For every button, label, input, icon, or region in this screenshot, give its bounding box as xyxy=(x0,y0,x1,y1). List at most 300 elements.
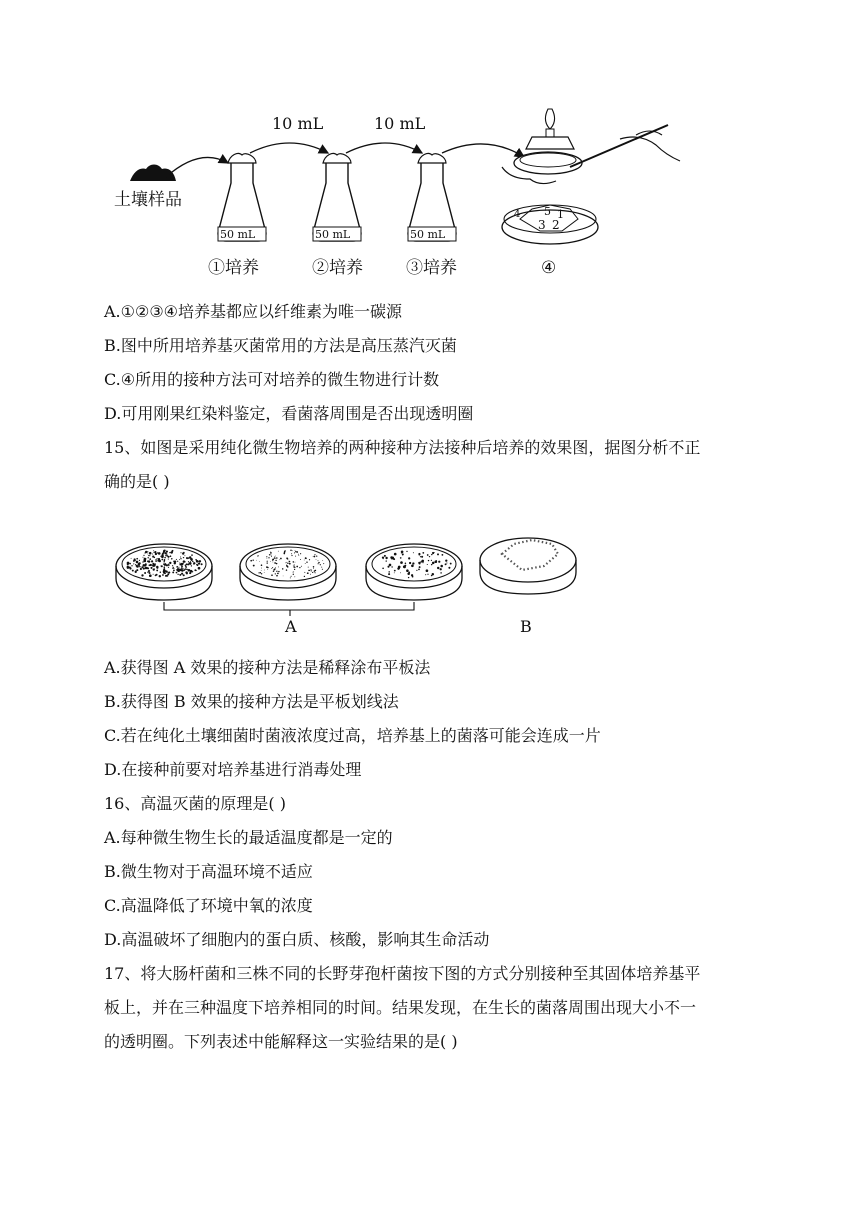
colony-dot xyxy=(294,576,295,577)
colony-dot xyxy=(133,563,134,564)
colony-dot xyxy=(267,558,268,559)
colony-dot xyxy=(133,560,135,562)
colony-dot xyxy=(145,560,146,561)
colony-dot xyxy=(143,557,144,558)
arrow-flask2-to-flask3 xyxy=(346,143,422,153)
colony-dot xyxy=(386,560,387,561)
colony-dot xyxy=(389,564,392,567)
colony-dot xyxy=(271,568,272,569)
colony-dot xyxy=(270,561,271,562)
colony-dot xyxy=(412,562,414,564)
colony-dot xyxy=(387,566,389,568)
colony-dot xyxy=(149,558,151,560)
colony-dot xyxy=(276,575,278,577)
alcohol-lamp-icon xyxy=(526,109,574,149)
colony-dot xyxy=(267,561,268,562)
colony-dot xyxy=(253,560,254,561)
colony-dot xyxy=(136,569,138,571)
colony-dot xyxy=(171,558,173,560)
colony-dot xyxy=(257,555,258,556)
colony-dot xyxy=(261,570,262,571)
colony-dot xyxy=(129,567,130,568)
colony-dot xyxy=(431,554,432,555)
colony-dot xyxy=(322,560,323,561)
colony-dot xyxy=(261,568,262,569)
colony-dot xyxy=(196,560,199,563)
colony-dot xyxy=(179,568,181,570)
q15-stem-line2: 确的是( ) xyxy=(104,472,170,491)
colony-dot xyxy=(160,556,161,557)
svg-text:3: 3 xyxy=(538,218,546,232)
colony-dot xyxy=(156,569,158,571)
colony-dot xyxy=(138,562,140,564)
colony-dot xyxy=(168,572,169,573)
colony-dot xyxy=(153,552,154,553)
colony-dot xyxy=(311,570,312,571)
svg-text:1: 1 xyxy=(557,208,564,221)
colony-dot xyxy=(427,554,429,556)
colony-dot xyxy=(300,559,301,560)
svg-text:2: 2 xyxy=(552,218,560,232)
colony-dot xyxy=(293,571,294,572)
colony-dot xyxy=(177,574,178,575)
colony-dot xyxy=(132,570,134,572)
colony-dot xyxy=(155,559,156,560)
colony-dot xyxy=(426,569,429,572)
colony-dot xyxy=(388,573,390,575)
colony-dot xyxy=(275,567,276,568)
colony-dot xyxy=(309,559,310,560)
q16-stem: 16、高温灭菌的原理是( ) xyxy=(104,794,286,813)
colony-dot xyxy=(169,552,170,553)
colony-dot xyxy=(267,567,269,569)
q15-option-b: B.获得图 B 效果的接种方法是平板划线法 xyxy=(104,692,399,711)
colony-dot xyxy=(279,559,280,560)
colony-dot xyxy=(271,551,272,552)
colony-dot xyxy=(153,574,154,575)
colony-dot xyxy=(315,570,316,571)
q16-option-a: A.每种微生物生长的最适温度都是一定的 xyxy=(104,828,393,847)
colony-dot xyxy=(400,572,401,573)
colony-dot xyxy=(291,553,292,554)
transfer-volume-2: 10 mL xyxy=(374,114,426,133)
inoculation-results-figure xyxy=(112,520,592,636)
colony-dot xyxy=(153,568,155,570)
colony-dot xyxy=(425,574,426,575)
colony-dot xyxy=(272,559,274,561)
colony-dot xyxy=(198,562,200,564)
colony-dot xyxy=(290,577,291,578)
colony-dot xyxy=(197,565,198,566)
colony-dot xyxy=(446,562,447,563)
colony-dot xyxy=(156,558,157,559)
colony-dot xyxy=(286,569,287,570)
colony-dot xyxy=(149,552,152,555)
colony-dot xyxy=(147,551,148,552)
colony-dot xyxy=(305,563,306,564)
colony-dot xyxy=(164,557,166,559)
colony-dot xyxy=(289,563,291,565)
colony-dot xyxy=(276,563,277,564)
colony-dot xyxy=(166,554,167,555)
colony-dot xyxy=(140,568,142,570)
colony-dot xyxy=(150,567,152,569)
flask-1-volume: 50 mL xyxy=(220,228,256,241)
colony-dot xyxy=(256,560,257,561)
colony-dot xyxy=(288,559,289,560)
colony-dot xyxy=(394,570,396,572)
colony-dot xyxy=(144,564,145,565)
svg-text:5: 5 xyxy=(544,205,551,218)
colony-dot xyxy=(167,556,169,558)
colony-dot xyxy=(131,558,132,559)
colony-dot xyxy=(323,563,324,564)
colony-dot xyxy=(264,570,265,571)
arrow-flask1-to-flask2 xyxy=(250,143,328,153)
colony-dot xyxy=(180,552,181,553)
colony-dot xyxy=(173,570,175,572)
colony-dot xyxy=(271,556,272,557)
colony-dot xyxy=(321,567,322,568)
colony-dot xyxy=(186,569,187,570)
colony-dot xyxy=(148,560,150,562)
flask-1 xyxy=(218,153,266,241)
colony-dot xyxy=(184,555,185,556)
plate-a2 xyxy=(240,544,336,600)
colony-dot xyxy=(163,561,165,563)
q17-stem-line2: 板上，并在三种温度下培养相同的时间。结果发现，在生长的菌落周围出现大小不一 xyxy=(104,998,697,1017)
colony-dot xyxy=(318,562,319,563)
colony-dot xyxy=(186,557,188,559)
colony-dot xyxy=(160,566,161,567)
colony-dot xyxy=(176,569,178,571)
colony-dot xyxy=(289,561,290,562)
colony-dot xyxy=(154,564,155,565)
figure-label-b: B xyxy=(520,617,532,636)
colony-dot xyxy=(151,560,153,562)
colony-dot xyxy=(286,565,287,566)
flask-2-volume: 50 mL xyxy=(315,228,351,241)
colony-dot xyxy=(145,567,147,569)
colony-dot xyxy=(401,551,404,554)
colony-dot xyxy=(274,568,275,569)
colony-dot xyxy=(406,551,407,552)
colony-dot xyxy=(179,574,181,576)
colony-dot xyxy=(301,566,302,567)
colony-dot xyxy=(260,572,261,573)
colony-dot xyxy=(164,566,166,568)
colony-dot xyxy=(163,571,166,574)
colony-dot xyxy=(313,566,315,568)
colony-dot xyxy=(291,576,292,577)
colony-dot xyxy=(437,567,439,569)
q14-option-b: B.图中所用培养基灭菌常用的方法是高压蒸汽灭菌 xyxy=(104,336,457,355)
colony-dot xyxy=(147,567,149,569)
culture-process-figure xyxy=(100,105,700,283)
colony-dot xyxy=(143,561,144,562)
colony-dot xyxy=(294,564,295,565)
colony-dot xyxy=(180,556,181,557)
colony-dot xyxy=(445,563,447,565)
colony-dot xyxy=(165,575,167,577)
colony-dot xyxy=(293,561,294,562)
colony-dot xyxy=(185,568,187,570)
colony-dot xyxy=(168,567,169,568)
colony-dot xyxy=(382,567,384,569)
colony-dot xyxy=(308,570,310,572)
flask-3 xyxy=(408,153,456,241)
colony-dot xyxy=(292,550,293,551)
colony-dot xyxy=(445,559,447,561)
colony-dot xyxy=(138,565,140,567)
colony-dot xyxy=(413,552,414,553)
colony-dot xyxy=(275,560,276,561)
colony-dot xyxy=(162,574,163,575)
colony-dot xyxy=(127,565,129,567)
streak-plate-4 xyxy=(502,205,598,244)
q17-stem-line1: 17、将大肠杆菌和三株不同的长野芽孢杆菌按下图的方式分别接种至其固体培养基平 xyxy=(104,964,701,983)
colony-dot xyxy=(172,550,173,551)
colony-dot xyxy=(382,556,384,558)
colony-dot xyxy=(269,554,270,555)
colony-dot xyxy=(304,576,305,577)
flask-3-volume: 50 mL xyxy=(410,228,446,241)
colony-dot xyxy=(160,571,161,572)
colony-dot xyxy=(168,559,169,560)
q15-option-a: A.获得图 A 效果的接种方法是稀释涂布平板法 xyxy=(104,658,431,677)
colony-dot xyxy=(158,552,161,555)
colony-dot xyxy=(291,555,292,556)
q16-option-b: B.微生物对于高温环境不适应 xyxy=(104,862,313,881)
colony-dot xyxy=(416,570,417,571)
colony-dot xyxy=(250,560,252,562)
colony-dot xyxy=(149,574,152,577)
colony-dot xyxy=(181,564,182,565)
colony-dot xyxy=(271,574,273,576)
colony-dot xyxy=(322,569,323,570)
q14-option-a: A.①②③④培养基都应以纤维素为唯一碳源 xyxy=(104,302,403,321)
colony-dot xyxy=(183,560,185,562)
group-a-bracket xyxy=(164,602,414,616)
colony-dot xyxy=(136,558,138,560)
colony-dot xyxy=(182,552,184,554)
colony-dot xyxy=(195,570,196,571)
colony-dot xyxy=(267,562,268,563)
colony-dot xyxy=(306,561,307,562)
colony-dot xyxy=(165,563,166,564)
colony-dot xyxy=(165,555,166,556)
colony-dot xyxy=(170,551,172,553)
colony-dot xyxy=(181,567,183,569)
colony-dot xyxy=(450,563,452,565)
colony-dot xyxy=(295,551,296,552)
colony-dot xyxy=(166,564,168,566)
transfer-volume-1: 10 mL xyxy=(272,114,324,133)
q15-stem-line1: 15、如图是采用纯化微生物培养的两种接种方法接种后培养的效果图，据图分析不正 xyxy=(104,438,701,457)
colony-dot xyxy=(149,555,150,556)
colony-dot xyxy=(448,567,450,569)
colony-dot xyxy=(388,571,390,573)
colony-dot xyxy=(300,553,301,554)
colony-dot xyxy=(310,574,311,575)
colony-dot xyxy=(176,566,178,568)
colony-dot xyxy=(404,565,406,567)
colony-dot xyxy=(163,563,165,565)
colony-dot xyxy=(320,564,321,565)
colony-dot xyxy=(169,562,171,564)
colony-dot xyxy=(194,563,195,564)
colony-dot xyxy=(419,566,421,568)
colony-dot xyxy=(391,566,392,567)
colony-dot xyxy=(405,562,407,564)
colony-dot xyxy=(180,558,181,559)
colony-dot xyxy=(152,555,154,557)
colony-dot xyxy=(283,576,284,577)
colony-dot xyxy=(427,564,428,565)
colony-dot xyxy=(441,554,443,556)
colony-dot xyxy=(418,569,420,571)
colony-dot xyxy=(136,565,138,567)
colony-dot xyxy=(313,556,314,557)
colony-dot xyxy=(253,565,255,567)
colony-dot xyxy=(409,562,411,564)
flask-2 xyxy=(313,153,361,241)
colony-dot xyxy=(183,568,184,569)
colony-dot xyxy=(190,558,193,561)
q15-option-c: C.若在纯化土壤细菌时菌液浓度过高，培养基上的菌落可能会连成一片 xyxy=(104,726,601,745)
colony-dot xyxy=(411,564,414,567)
colony-dot xyxy=(143,567,145,569)
colony-dot xyxy=(293,565,294,566)
colony-dot xyxy=(264,572,265,573)
colony-dot xyxy=(418,553,420,555)
colony-dot xyxy=(278,571,279,572)
arrow-flask3-to-plate xyxy=(442,144,524,157)
colony-dot xyxy=(385,557,387,559)
colony-dot xyxy=(294,552,295,553)
colony-dot xyxy=(190,561,191,562)
colony-dot xyxy=(141,574,143,576)
colony-dot xyxy=(186,563,188,565)
colony-dot xyxy=(272,567,273,568)
colony-dot xyxy=(176,559,177,560)
colony-dot xyxy=(153,550,154,551)
colony-dot xyxy=(318,560,319,561)
colony-dot xyxy=(152,554,153,555)
colony-dot xyxy=(434,560,437,563)
colony-dot xyxy=(440,568,442,570)
colony-dot xyxy=(304,560,305,561)
colony-dot xyxy=(173,567,174,568)
colony-dot xyxy=(280,558,282,560)
colony-dot xyxy=(287,558,288,559)
colony-dot xyxy=(163,569,165,571)
colony-dot xyxy=(431,560,432,561)
colony-dot xyxy=(149,564,151,566)
colony-dot xyxy=(168,564,169,565)
colony-dot xyxy=(432,552,434,554)
colony-dot xyxy=(178,567,179,568)
colony-dot xyxy=(432,562,435,565)
colony-dot xyxy=(144,572,146,574)
colony-dot xyxy=(143,555,144,556)
colony-dot xyxy=(258,572,259,573)
colony-dot xyxy=(162,553,164,555)
colony-dot xyxy=(192,571,193,572)
q14-option-c: C.④所用的接种方法可对培养的微生物进行计数 xyxy=(104,370,440,389)
colony-dot xyxy=(431,564,432,565)
colony-dot xyxy=(316,559,317,560)
colony-dot xyxy=(176,572,178,574)
colony-dot xyxy=(179,559,180,560)
colony-dot xyxy=(298,554,299,555)
colony-dot xyxy=(304,572,305,573)
colony-dot xyxy=(259,561,260,562)
colony-dot xyxy=(406,569,409,572)
colony-dot xyxy=(394,553,397,556)
colony-dot xyxy=(268,557,269,558)
colony-dot xyxy=(143,562,144,563)
colony-dot xyxy=(408,577,409,578)
colony-dot xyxy=(295,550,296,551)
colony-dot xyxy=(165,570,167,572)
colony-dot xyxy=(266,556,267,557)
colony-dot xyxy=(179,563,180,564)
colony-dot xyxy=(400,557,402,559)
colony-dot xyxy=(277,573,279,575)
colony-dot xyxy=(131,565,132,566)
colony-dot xyxy=(305,558,306,559)
colony-dot xyxy=(274,562,276,564)
colony-dot xyxy=(191,565,192,566)
colony-dot xyxy=(314,554,315,555)
colony-dot xyxy=(408,572,410,574)
colony-dot xyxy=(295,567,296,568)
colony-dot xyxy=(393,558,395,560)
colony-dot xyxy=(308,573,309,574)
colony-dot xyxy=(172,565,173,566)
colony-dot xyxy=(313,568,314,569)
colony-dot xyxy=(398,567,400,569)
colony-dot xyxy=(296,566,298,568)
colony-dot xyxy=(135,570,137,572)
q16-option-c: C.高温降低了环境中氧的浓度 xyxy=(104,896,313,915)
colony-dot xyxy=(295,562,296,563)
colony-dot xyxy=(147,557,148,558)
colony-dot xyxy=(307,572,309,574)
colony-dot xyxy=(437,553,439,555)
colony-dot xyxy=(402,554,403,555)
colony-dot xyxy=(191,554,193,556)
colony-dot xyxy=(164,559,165,560)
colony-dot xyxy=(310,569,311,570)
colony-dot xyxy=(290,549,292,551)
culture-label-2: ②培养 xyxy=(312,258,363,278)
colony-dot xyxy=(287,563,288,564)
colony-dot xyxy=(273,562,274,563)
colony-dot xyxy=(276,557,278,559)
colony-dot xyxy=(177,561,178,562)
colony-dot xyxy=(412,576,414,578)
arrow-soil-to-flask1 xyxy=(166,157,228,177)
colony-dot xyxy=(308,567,309,568)
colony-dot xyxy=(154,551,156,553)
plate-a3 xyxy=(366,544,462,600)
colony-dot xyxy=(174,568,175,569)
q14-option-d: D.可用刚果红染料鉴定，看菌落周围是否出现透明圈 xyxy=(104,404,474,423)
colony-dot xyxy=(267,569,268,570)
colony-dot xyxy=(394,572,395,573)
